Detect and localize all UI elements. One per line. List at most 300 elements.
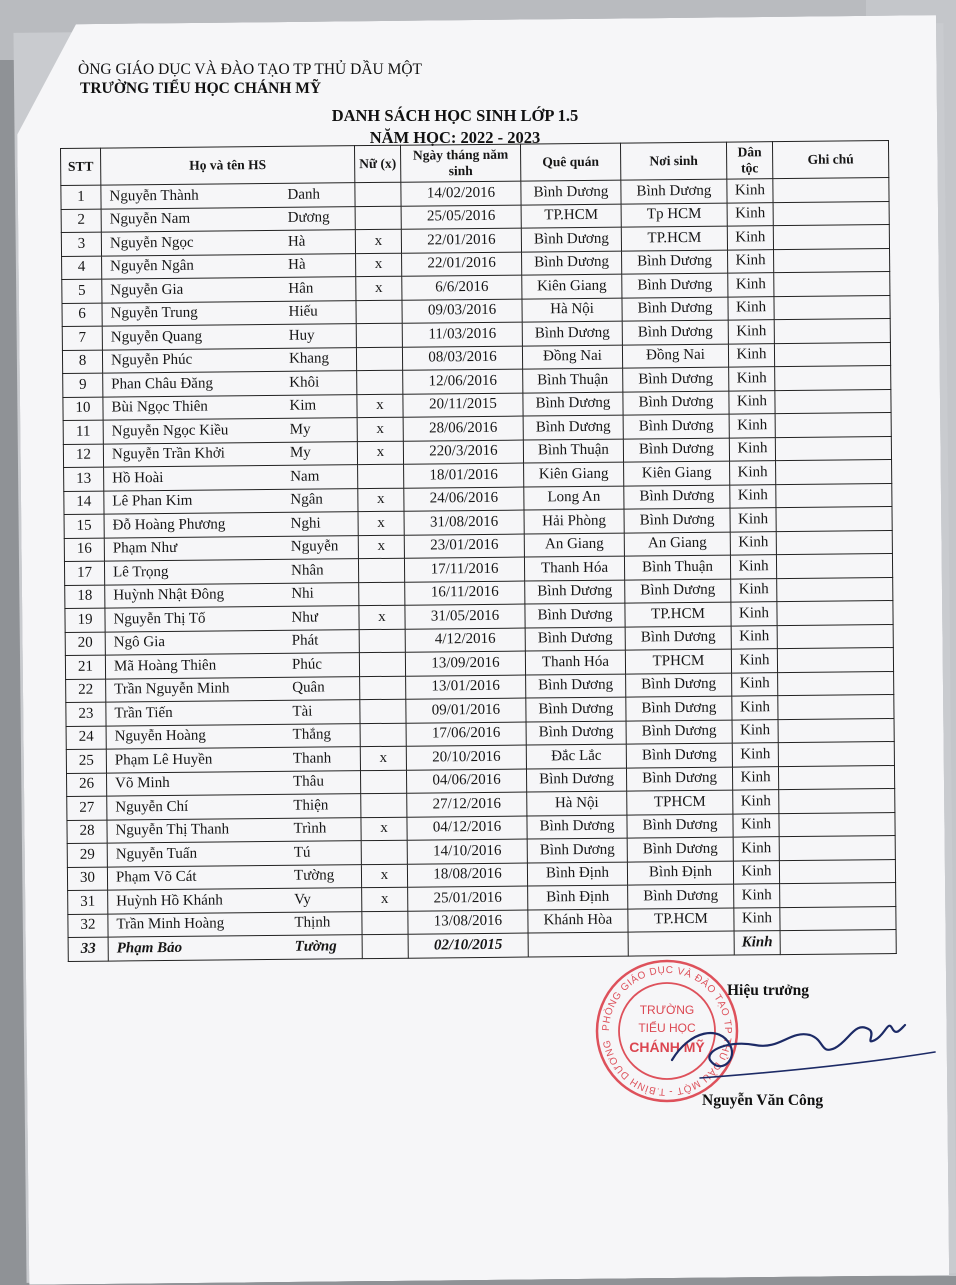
cell-dan: Kinh <box>730 555 776 579</box>
cell-nu <box>359 629 405 653</box>
cell-ten: Tường <box>293 867 335 885</box>
cell-dan: Kinh <box>731 649 777 673</box>
cell-ghi <box>778 765 894 790</box>
cell-ho: Nguyễn Trung <box>110 304 198 322</box>
cell-ho: Nguyễn Chí <box>115 798 189 816</box>
cell-stt: 23 <box>66 702 106 726</box>
cell-dob: 31/05/2016 <box>405 604 525 629</box>
cell-name <box>104 488 358 514</box>
cell-ho: Phan Châu Đăng <box>111 375 213 393</box>
cell-name <box>107 864 361 890</box>
cell-ho: Đỗ Hoàng Phương <box>112 516 226 534</box>
cell-que: Bình Dương <box>526 697 626 721</box>
cell-stt: 15 <box>64 514 104 538</box>
cell-noi: TPHCM <box>625 649 731 674</box>
cell-stt: 16 <box>64 538 104 562</box>
cell-noi: Bình Dương <box>623 438 729 463</box>
cell-noi: Tp HCM <box>621 203 727 228</box>
cell-nu: x <box>361 864 407 888</box>
cell-dob: 08/03/2016 <box>402 346 522 371</box>
cell-name <box>103 371 357 397</box>
cell-noi: Bình Dương <box>622 297 728 322</box>
cell-noi: Bình Định <box>627 861 733 886</box>
cell-ten: Nhân <box>290 562 324 579</box>
cell-nu <box>360 676 406 700</box>
cell-ten: Thâu <box>293 773 325 791</box>
cell-ghi <box>777 577 893 602</box>
cell-nu <box>361 840 407 864</box>
cell-ghi <box>780 906 896 931</box>
cell-que: Thanh Hóa <box>525 650 625 674</box>
cell-nu: x <box>356 276 402 300</box>
cell-ten: Phúc <box>291 656 323 673</box>
cell-stt: 31 <box>68 890 108 914</box>
cell-dob: 04/06/2016 <box>406 769 526 794</box>
cell-ten: My <box>289 444 311 462</box>
cell-name <box>107 841 361 867</box>
cell-dan: Kinh <box>729 414 775 438</box>
cell-ho: Trần Tiến <box>114 704 173 722</box>
cell-noi: TP.HCM <box>621 226 727 251</box>
cell-noi: Bình Dương <box>624 508 730 533</box>
cell-ten: Thắng <box>292 726 332 744</box>
cell-ghi <box>775 366 891 391</box>
cell-dob: 16/11/2016 <box>405 581 525 606</box>
cell-que: Thanh Hóa <box>524 556 624 580</box>
cell-stt: 5 <box>62 279 102 303</box>
cell-stt: 29 <box>67 843 107 867</box>
seal-ring-text: PHÒNG GIÁO DỤC VÀ ĐÀO TẠO TP THỦ DẦU MỘT - T.BÌNH DƯƠNG <box>600 964 734 1098</box>
cell-que: Bình Dương <box>526 721 626 745</box>
cell-ghi <box>779 789 895 814</box>
cell-name <box>105 606 359 632</box>
cell-dob: 17/06/2016 <box>406 722 526 747</box>
cell-que: Hà Nội <box>527 791 627 815</box>
cell-stt: 28 <box>67 820 107 844</box>
cell-name <box>108 935 362 961</box>
cell-nu: x <box>357 417 403 441</box>
cell-ho: Phạm Như <box>112 540 178 557</box>
cell-nu: x <box>358 535 404 559</box>
cell-stt: 8 <box>62 350 102 374</box>
cell-dan: Kinh <box>732 766 778 790</box>
cell-que: Bình Thuận <box>523 368 623 392</box>
cell-dob: 13/08/2016 <box>408 910 528 935</box>
cell-name <box>105 653 359 679</box>
cell-ten: Tài <box>292 703 313 720</box>
cell-nu <box>358 464 404 488</box>
cell-que: Hải Phòng <box>524 509 624 533</box>
cell-dob: 25/01/2016 <box>408 886 528 911</box>
cell-ghi <box>774 319 890 344</box>
cell-ten: Nam <box>290 468 320 485</box>
cell-noi: Bình Dương <box>622 250 728 275</box>
cell-dan: Kinh <box>733 790 779 814</box>
cell-dob: 220/3/2016 <box>403 440 523 465</box>
cell-ten: Ngân <box>290 491 323 509</box>
cell-dob: 02/10/2015 <box>408 933 528 958</box>
cell-ghi <box>773 225 889 250</box>
department-name: ÒNG GIÁO DỤC VÀ ĐÀO TẠO TP THỦ DẦU MỘT <box>78 61 423 78</box>
school-year: NĂM HỌC: 2022 - 2023 <box>369 128 541 147</box>
cell-ghi <box>778 718 894 743</box>
cell-name <box>103 394 357 420</box>
cell-dob: 11/03/2016 <box>402 322 522 347</box>
cell-ghi <box>777 601 893 626</box>
cell-ho: Nguyễn Tuấn <box>115 845 198 863</box>
cell-nu: x <box>357 441 403 465</box>
cell-ten: Quân <box>292 679 325 697</box>
cell-ghi <box>775 436 891 461</box>
cell-ho: Nguyễn Quang <box>110 328 203 346</box>
cell-ghi <box>780 883 896 908</box>
cell-que: TP.HCM <box>521 204 621 228</box>
cell-ho: Phạm Võ Cát <box>115 868 197 886</box>
cell-que: Kiên Giang <box>522 274 622 298</box>
cell-ten: Danh <box>287 186 321 203</box>
cell-stt: 21 <box>65 655 105 679</box>
cell-ten: Thiện <box>293 797 329 814</box>
cell-dan: Kinh <box>729 367 775 391</box>
cell-dob: 20/11/2015 <box>403 393 523 418</box>
cell-ghi <box>774 295 890 320</box>
cell-ten: Dương <box>287 209 330 227</box>
cell-nu <box>356 300 402 324</box>
cell-que: Bình Dương <box>523 392 623 416</box>
cell-ghi <box>777 648 893 673</box>
cell-ho: Nguyễn Hoàng <box>114 727 206 745</box>
school-name: TRƯỜNG TIỂU HỌC CHÁNH MỸ <box>80 80 322 97</box>
cell-noi: Bình Dương <box>628 884 734 909</box>
cell-que: Bình Dương <box>525 603 625 627</box>
cell-dan: Kinh <box>733 837 779 861</box>
cell-que: Bình Dương <box>522 251 622 275</box>
cell-noi: Bình Dương <box>627 837 733 862</box>
cell-stt: 2 <box>61 209 101 233</box>
cell-que: Bình Định <box>527 862 627 886</box>
cell-noi: Bình Dương <box>626 673 732 698</box>
cell-dob: 22/01/2016 <box>401 228 521 253</box>
cell-dob: 14/10/2016 <box>407 839 527 864</box>
cell-stt: 27 <box>67 796 107 820</box>
cell-que: Đồng Nai <box>522 345 622 369</box>
cell-dob: 4/12/2016 <box>405 628 525 653</box>
cell-nu: x <box>358 488 404 512</box>
header-ghi: Ghi chú <box>772 141 888 179</box>
cell-name <box>107 817 361 843</box>
cell-ghi <box>774 272 890 297</box>
cell-stt: 9 <box>63 373 103 397</box>
cell-ho: Trần Minh Hoàng <box>116 915 225 933</box>
cell-nu <box>356 323 402 347</box>
cell-dan: Kinh <box>733 813 779 837</box>
header-que: Quê quán <box>520 143 620 181</box>
cell-dob: 31/08/2016 <box>404 510 524 535</box>
cell-ghi <box>776 530 892 555</box>
cell-nu: x <box>356 253 402 277</box>
cell-name <box>102 300 356 326</box>
cell-dob: 18/08/2016 <box>407 863 527 888</box>
cell-ho: Nguyễn Ngọc Kiều <box>111 422 229 440</box>
cell-nu <box>362 911 408 935</box>
cell-ten: Phát <box>291 632 319 650</box>
document-title: DANH SÁCH HỌC SINH LỚP 1.5 <box>331 106 579 125</box>
cell-noi: Bình Dương <box>626 720 732 745</box>
cell-stt: 30 <box>67 867 107 891</box>
cell-ghi <box>778 742 894 767</box>
cell-dan: Kinh <box>728 320 774 344</box>
cell-ten: Hiếu <box>288 303 318 321</box>
cell-name <box>103 441 357 467</box>
cell-dan: Kinh <box>733 860 779 884</box>
cell-dan: Kinh <box>728 273 774 297</box>
cell-noi: Bình Dương <box>624 485 730 510</box>
cell-que: Bình Thuận <box>523 439 623 463</box>
cell-que <box>528 932 628 956</box>
cell-ten: Như <box>291 609 319 626</box>
cell-ten: Nhi <box>291 585 314 603</box>
cell-nu <box>359 652 405 676</box>
cell-dob: 22/01/2016 <box>402 252 522 277</box>
cell-stt: 4 <box>62 256 102 280</box>
cell-ten: Tường <box>294 938 337 955</box>
cell-stt: 14 <box>64 491 104 515</box>
cell-stt: 22 <box>66 679 106 703</box>
cell-dan: Kinh <box>731 602 777 626</box>
cell-noi: Bình Dương <box>622 320 728 345</box>
cell-stt: 3 <box>61 232 101 256</box>
cell-dan: Kinh <box>728 249 774 273</box>
cell-dan: Kinh <box>729 437 775 461</box>
cell-name <box>106 700 360 726</box>
cell-name <box>101 183 355 209</box>
cell-noi: Đồng Nai <box>622 344 728 369</box>
cell-stt: 7 <box>62 326 102 350</box>
cell-ho: Trần Nguyễn Minh <box>114 680 230 698</box>
cell-dan: Kinh <box>732 719 778 743</box>
seal-line-1: TRƯỜNG <box>639 1003 695 1017</box>
cell-ten: Kim <box>289 397 317 415</box>
cell-que: Bình Dương <box>522 321 622 345</box>
cell-nu <box>356 347 402 371</box>
cell-dan: Kinh <box>730 461 776 485</box>
cell-dan: Kinh <box>730 531 776 555</box>
cell-ghi <box>780 930 896 955</box>
cell-name <box>107 794 361 820</box>
cell-dob: 04/12/2016 <box>407 816 527 841</box>
cell-name <box>108 888 362 914</box>
cell-noi <box>628 931 734 956</box>
cell-nu: x <box>358 511 404 535</box>
table-body <box>61 178 896 961</box>
cell-name <box>106 723 360 749</box>
seal-line-2: TIỂU HỌC <box>638 1021 696 1035</box>
cell-nu <box>357 370 403 394</box>
cell-stt: 33 <box>68 937 108 961</box>
student-table <box>60 140 897 961</box>
handwritten-signature <box>660 1000 940 1090</box>
cell-nu: x <box>362 887 408 911</box>
cell-ho: Võ Minh <box>115 775 170 792</box>
cell-ghi <box>778 671 894 696</box>
cell-dan: Kinh <box>734 931 780 955</box>
cell-que: Long An <box>524 486 624 510</box>
cell-que: Bình Dương <box>527 838 627 862</box>
cell-ho: Nguyễn Thành <box>109 187 199 205</box>
cell-que: Đắc Lắc <box>526 744 626 768</box>
cell-name <box>102 347 356 373</box>
cell-ghi <box>777 624 893 649</box>
cell-que: Bình Dương <box>521 180 621 204</box>
header-stt: STT <box>61 148 101 185</box>
cell-stt: 20 <box>65 632 105 656</box>
cell-nu <box>355 182 401 206</box>
cell-ten: Thanh <box>292 750 332 767</box>
cell-noi: Kiên Giang <box>624 461 730 486</box>
cell-stt: 32 <box>68 914 108 938</box>
cell-nu: x <box>355 229 401 253</box>
cell-stt: 25 <box>66 749 106 773</box>
cell-noi: Bình Dương <box>625 626 731 651</box>
cell-ten: Hà <box>288 256 306 274</box>
cell-nu: x <box>360 746 406 770</box>
cell-ghi <box>779 836 895 861</box>
cell-dan: Kinh <box>732 743 778 767</box>
cell-noi: Bình Dương <box>623 391 729 416</box>
cell-noi: An Giang <box>624 532 730 557</box>
cell-dob: 20/10/2016 <box>406 745 526 770</box>
cell-ten: Thịnh <box>294 914 331 932</box>
cell-name <box>106 770 360 796</box>
cell-noi: Bình Dương <box>626 743 732 768</box>
cell-dob: 27/12/2016 <box>407 792 527 817</box>
cell-ho: Huỳnh Nhật Đông <box>113 586 225 604</box>
cell-ho: Phạm Bảo <box>116 939 183 957</box>
cell-noi: Bình Thuận <box>624 555 730 580</box>
cell-dob: 13/01/2016 <box>406 675 526 700</box>
cell-dob: 18/01/2016 <box>404 463 524 488</box>
cell-que: Bình Dương <box>521 227 621 251</box>
cell-dob: 14/02/2016 <box>401 181 521 206</box>
cell-name <box>105 582 359 608</box>
cell-que: Khánh Hòa <box>528 909 628 933</box>
cell-dob: 17/11/2016 <box>404 557 524 582</box>
cell-ten: Huy <box>288 327 315 344</box>
cell-ho: Mã Hoàng Thiên <box>113 657 217 675</box>
cell-ho: Nguyễn Thị Tố <box>113 610 206 628</box>
cell-que: Bình Dương <box>523 415 623 439</box>
cell-nu <box>360 699 406 723</box>
cell-stt: 12 <box>63 444 103 468</box>
cell-stt: 1 <box>61 185 101 209</box>
cell-ho: Nguyễn Nam <box>109 211 191 228</box>
cell-ho: Huỳnh Hồ Khánh <box>116 892 223 910</box>
cell-que: An Giang <box>524 533 624 557</box>
cell-stt: 24 <box>66 726 106 750</box>
cell-ho: Nguyễn Gia <box>110 281 184 299</box>
cell-dan: Kinh <box>731 625 777 649</box>
cell-ghi <box>776 460 892 485</box>
cell-ghi <box>773 178 889 203</box>
cell-ghi <box>779 812 895 837</box>
cell-ho: Nguyễn Trần Khởi <box>111 445 225 463</box>
cell-name <box>102 277 356 303</box>
cell-ho: Bùi Ngọc Thiên <box>111 398 208 416</box>
cell-ghi <box>776 507 892 532</box>
header-dob: Ngày tháng năm sinh <box>400 144 520 182</box>
cell-name <box>104 465 358 491</box>
cell-ghi <box>775 413 891 438</box>
cell-ten: Nguyễn <box>290 538 339 556</box>
cell-name <box>104 535 358 561</box>
cell-name <box>102 324 356 350</box>
cell-stt: 26 <box>66 773 106 797</box>
cell-ho: Phạm Lê Huyền <box>114 751 213 769</box>
cell-que: Hà Nội <box>522 298 622 322</box>
cell-noi: Bình Dương <box>626 696 732 721</box>
cell-name <box>104 559 358 585</box>
cell-nu: x <box>359 605 405 629</box>
cell-dob: 6/6/2016 <box>402 275 522 300</box>
cell-nu <box>359 582 405 606</box>
cell-que: Bình Định <box>528 885 628 909</box>
cell-ten: Tú <box>293 844 311 861</box>
cell-dob: 13/09/2016 <box>405 651 525 676</box>
cell-ten: Khang <box>288 350 330 368</box>
cell-noi: TPHCM <box>627 790 733 815</box>
cell-stt: 18 <box>65 585 105 609</box>
cell-ten: My <box>289 421 311 438</box>
header-dan: Dân tộc <box>726 142 772 179</box>
cell-dan: Kinh <box>731 578 777 602</box>
cell-dan: Kinh <box>734 884 780 908</box>
header-name: Họ và tên HS <box>101 146 355 185</box>
cell-dob: 12/06/2016 <box>403 369 523 394</box>
cell-noi: Bình Dương <box>627 814 733 839</box>
cell-ho: Nguyễn Phúc <box>110 351 193 369</box>
cell-stt: 13 <box>64 467 104 491</box>
cell-ho: Nguyễn Ngân <box>110 257 194 275</box>
cell-stt: 6 <box>62 303 102 327</box>
cell-dan: Kinh <box>730 508 776 532</box>
cell-ten: Khôi <box>289 374 320 391</box>
cell-dan: Kinh <box>729 390 775 414</box>
cell-dob: 24/06/2016 <box>404 487 524 512</box>
cell-nu <box>360 723 406 747</box>
cell-name <box>101 206 355 232</box>
cell-dan: Kinh <box>727 202 773 226</box>
cell-dan: Kinh <box>727 179 773 203</box>
cell-dan: Kinh <box>730 484 776 508</box>
cell-dob: 23/01/2016 <box>404 534 524 559</box>
cell-ho: Lê Phan Kim <box>112 492 193 510</box>
cell-que: Bình Dương <box>525 580 625 604</box>
cell-name <box>106 676 360 702</box>
cell-ghi <box>776 554 892 579</box>
cell-nu <box>360 770 406 794</box>
cell-ten: Nghi <box>290 515 321 532</box>
cell-nu <box>358 558 404 582</box>
signature-title: Hiệu trưởng <box>727 982 810 999</box>
cell-dob: 09/03/2016 <box>402 299 522 324</box>
cell-dan: Kinh <box>732 696 778 720</box>
cell-stt: 11 <box>63 420 103 444</box>
cell-name <box>106 747 360 773</box>
cell-dan: Kinh <box>728 343 774 367</box>
cell-noi: Bình Dương <box>622 273 728 298</box>
cell-name <box>103 418 357 444</box>
cell-dob: 28/06/2016 <box>403 416 523 441</box>
